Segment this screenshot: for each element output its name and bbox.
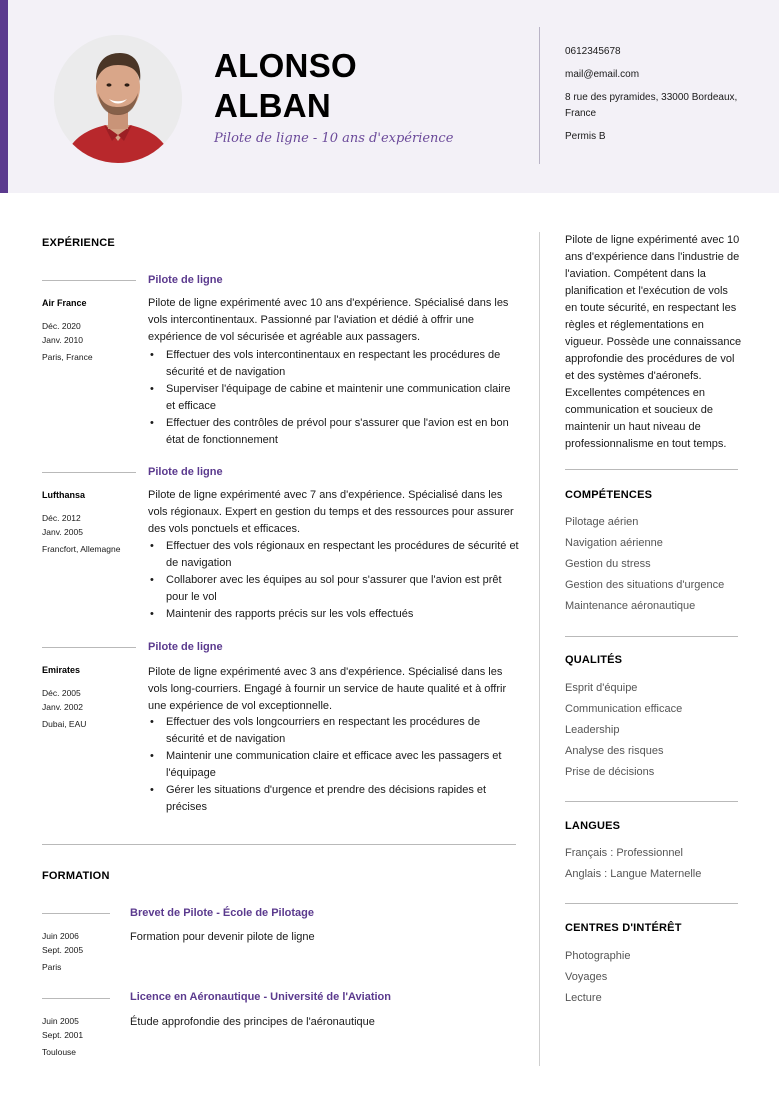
first-name: ALONSO — [214, 47, 357, 84]
sidebar-divider — [565, 801, 738, 802]
list-item: Communication efficace — [565, 703, 683, 715]
list-item: • Effectuer des vols intercontinentaux en respectant les procédures de sécurité et de navigation — [148, 347, 518, 381]
list-item: Gestion du stress — [565, 558, 651, 570]
list-item: • Gérer les situations d'urgence et prendre des décisions rapides et précises — [148, 782, 520, 816]
accent-bar — [0, 0, 8, 193]
list-item: • Effectuer des contrôles de prévol pour s'assurer que l'avion est en bon état de fonctionnement — [148, 415, 518, 449]
job-divider — [42, 472, 136, 473]
education-divider — [42, 913, 110, 914]
start-date: Janv. 2010 — [42, 335, 83, 345]
address: 8 rue des pyramides, 33000 Bordeaux, France — [565, 92, 738, 119]
list-item: Maintenance aéronautique — [565, 600, 696, 612]
list-item: Navigation aérienne — [565, 537, 663, 549]
education-location: Paris — [42, 962, 62, 972]
headline: Pilote de ligne - 10 ans d'expérience — [214, 131, 454, 146]
end-date: Déc. 2020 — [42, 321, 81, 331]
job-divider — [42, 647, 136, 648]
list-item: • Effectuer des vols régionaux en respectant les procédures de sécurité et de navigation — [148, 538, 520, 572]
list-item: Prise de décisions — [565, 766, 655, 778]
header — [0, 0, 779, 193]
job-location: Paris, France — [42, 352, 93, 362]
section-title-qualities: QUALITÉS — [565, 654, 623, 666]
header-divider — [539, 27, 540, 164]
education-description: Étude approfondie des principes de l'aéronautique — [130, 1016, 375, 1028]
languages-list — [565, 843, 701, 885]
profile-summary: Pilote de ligne expérimenté avec 10 ans d'expérience dans l'industrie de l'aviation. Compétent dans la planification et l'exécution de vols en toute sécurité, en respectant les règles et réglementations en vigueur. Possède une connaissance approfondie des procédures de vol et des systèmes d'aéronefs. Excellentes compétences en communication et soucieux de maintenir un haut niveau de professionnalisme en tout temps. — [565, 234, 742, 450]
start-date: Sept. 2005 — [42, 945, 84, 955]
column-divider — [539, 232, 540, 1066]
sidebar-divider — [565, 469, 738, 470]
profile-photo — [54, 35, 182, 163]
company: Lufthansa — [42, 490, 86, 500]
section-divider — [42, 844, 516, 845]
sidebar-divider — [565, 636, 738, 637]
list-item: Voyages — [565, 971, 608, 983]
company: Emirates — [42, 665, 81, 675]
job-description: Pilote de ligne expérimenté avec 7 ans d'expérience. Spécialisé dans les vols régionaux. Expert en gestion du temps et des ressources pour assurer des vols ponctuels et efficaces. — [148, 489, 514, 535]
job-location: Dubai, EAU — [42, 719, 87, 729]
start-date: Janv. 2002 — [42, 702, 83, 712]
degree-title: Brevet de Pilote - École de Pilotage — [130, 907, 314, 919]
job-dates — [42, 511, 83, 539]
end-date: Juin 2005 — [42, 1016, 79, 1026]
list-item: • Collaborer avec les équipes au sol pour s'assurer que l'avion est prêt pour le vol — [148, 572, 520, 606]
education-dates — [42, 1014, 83, 1042]
section-title-interests: CENTRES D'INTÉRÊT — [565, 922, 682, 934]
list-item: Anglais : Langue Maternelle — [565, 868, 702, 880]
list-item: Leadership — [565, 724, 620, 736]
list-item: • Maintenir une communication claire et efficace avec les passagers et l'équipage — [148, 748, 520, 782]
list-item: Pilotage aérien — [565, 516, 639, 528]
interests-list — [565, 946, 630, 1009]
end-date: Juin 2006 — [42, 931, 79, 941]
job-tasks — [148, 714, 520, 816]
job-description: Pilote de ligne expérimenté avec 10 ans d'expérience. Spécialisé dans les vols intercontinentaux. Passionné par l'aviation et dédié à offrir une expérience de vol sécurisée et agréable aux passagers. — [148, 297, 509, 343]
education-description: Formation pour devenir pilote de ligne — [130, 931, 315, 943]
job-description: Pilote de ligne expérimenté avec 3 ans d'expérience. Spécialisé dans les vols long-courriers. Engagé à fournir un service de haute qualité et à offrir une expérience de vol exceptionnelle. — [148, 666, 507, 712]
job-divider — [42, 280, 136, 281]
email: mail@email.com — [565, 69, 640, 80]
list-item: Français : Professionnel — [565, 847, 683, 859]
start-date: Janv. 2005 — [42, 527, 83, 537]
job-title: Pilote de ligne — [148, 466, 223, 478]
company: Air France — [42, 298, 87, 308]
list-item: Gestion des situations d'urgence — [565, 579, 725, 591]
job-dates — [42, 319, 83, 347]
start-date: Sept. 2001 — [42, 1030, 84, 1040]
section-title-skills: COMPÉTENCES — [565, 489, 653, 501]
job-tasks — [148, 347, 518, 449]
degree-title: Licence en Aéronautique - Université de l'Aviation — [130, 991, 391, 1003]
sidebar-divider — [565, 903, 738, 904]
list-item: • Effectuer des vols longcourriers en respectant les procédures de sécurité et de navigation — [148, 714, 520, 748]
education-divider — [42, 998, 110, 999]
section-title-languages: LANGUES — [565, 820, 621, 832]
education-dates — [42, 929, 83, 957]
list-item: Analyse des risques — [565, 745, 664, 757]
job-title: Pilote de ligne — [148, 274, 223, 286]
list-item: • Maintenir des rapports précis sur les vols effectués — [148, 606, 520, 623]
skills-list — [565, 512, 724, 617]
end-date: Déc. 2012 — [42, 513, 81, 523]
section-title-education: FORMATION — [42, 870, 110, 882]
job-title: Pilote de ligne — [148, 641, 223, 653]
last-name: ALBAN — [214, 87, 331, 124]
qualities-list — [565, 678, 682, 783]
phone: 0612345678 — [565, 46, 621, 57]
list-item: • Superviser l'équipage de cabine et maintenir une communication claire et efficace — [148, 381, 518, 415]
avatar — [54, 35, 182, 163]
job-tasks — [148, 538, 520, 623]
list-item: Esprit d'équipe — [565, 682, 638, 694]
license: Permis B — [565, 131, 606, 142]
end-date: Déc. 2005 — [42, 688, 81, 698]
education-location: Toulouse — [42, 1047, 77, 1057]
job-location: Francfort, Allemagne — [42, 544, 121, 554]
list-item: Photographie — [565, 950, 631, 962]
section-title-experience: EXPÉRIENCE — [42, 237, 115, 249]
contact-info — [565, 44, 755, 152]
list-item: Lecture — [565, 992, 602, 1004]
job-dates — [42, 686, 83, 714]
candidate-name — [214, 46, 357, 126]
